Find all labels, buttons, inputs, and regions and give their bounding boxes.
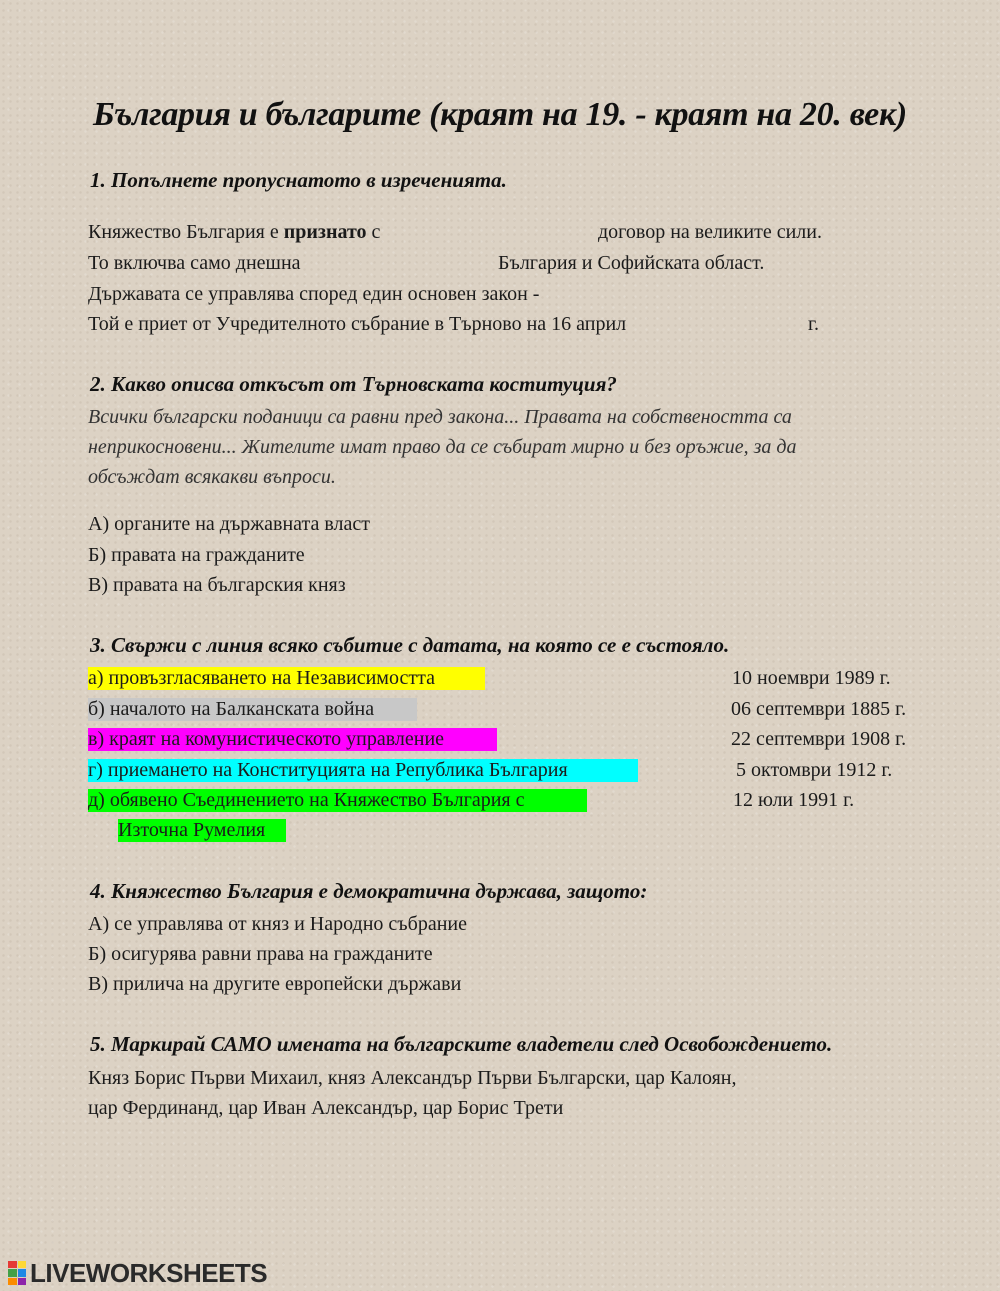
q1-line2-text-a: То включва само днешна	[88, 252, 301, 274]
q3-event-d[interactable]: г) приемането на Конституцията на Република България	[88, 759, 638, 782]
q1-line-1	[88, 221, 380, 244]
q1-line4-text-a: Той е приет от Учредителното събрание в Търново на 16 април	[88, 313, 627, 335]
q1-line1-text-c: договор на великите сили.	[598, 221, 822, 243]
q2-option-c[interactable]: В) правата на българския княз	[88, 574, 346, 596]
q3-date-4[interactable]: 5 октомври 1912 г.	[736, 759, 893, 781]
q5-names-line-2[interactable]: цар Фердинанд, цар Иван Александър, цар Борис Трети	[88, 1097, 564, 1119]
q1-line1-bold: признато	[283, 221, 367, 243]
q3-event-a[interactable]: а) провъзгласяването на Независимостта	[88, 667, 485, 690]
q1-line1-text-b: с	[366, 221, 381, 243]
question-1-heading: 1. Попълнете пропуснатото в изреченията.	[90, 168, 507, 192]
q5-names-line-1[interactable]: Княз Борис Първи Михаил, княз Александър Първи Български, цар Калоян,	[88, 1067, 737, 1089]
question-5-heading: 5. Маркирай САМО имената на българските владетели след Освобождението.	[90, 1032, 833, 1056]
q2-quote-line-1: Всички български поданици са равни пред закона... Правата на собствеността са	[88, 406, 792, 428]
q2-quote-line-2: неприкосновени... Жителите имат право да се събират мирно и без оръжие, за да	[88, 436, 797, 458]
q1-blank-3-input[interactable]	[610, 284, 870, 306]
q2-option-b[interactable]: Б) правата на гражданите	[88, 544, 305, 566]
q1-line1-text-a: Княжество България е	[88, 221, 284, 243]
question-4-heading: 4. Княжество България е демократична държава, защото:	[90, 879, 648, 903]
q3-date-5[interactable]: 12 юли 1991 г.	[733, 789, 855, 811]
question-2-heading: 2. Какво описва откъсът от Търновската коституция?	[90, 372, 617, 396]
q4-option-b[interactable]: Б) осигурява равни права на гражданите	[88, 943, 433, 965]
q3-event-e-continued[interactable]: Източна Румелия	[118, 819, 286, 842]
q3-date-1[interactable]: 10 ноември 1989 г.	[732, 667, 891, 689]
q3-date-2[interactable]: 06 септември 1885 г.	[731, 698, 907, 720]
liveworksheets-logo-icon	[8, 1261, 26, 1285]
q1-line2-text-b: България и Софийската област.	[498, 252, 765, 274]
question-3-heading: 3. Свържи с линия всяко събитие с датата, на която се е състояло.	[90, 633, 730, 657]
q4-option-c[interactable]: В) прилича на другите европейски държави	[88, 973, 462, 995]
q1-line4-text-b: г.	[808, 313, 819, 335]
q3-event-e[interactable]: д) обявено Съединението на Княжество България с	[88, 789, 587, 812]
liveworksheets-logo	[8, 1258, 267, 1288]
q2-option-a[interactable]: А) органите на държавната власт	[88, 513, 371, 535]
q3-event-b[interactable]: б) началото на Балканската война	[88, 698, 417, 721]
q1-blank-1-input[interactable]	[425, 222, 595, 244]
q1-line3-text: Държавата се управлява според един основен закон -	[88, 283, 540, 305]
q3-event-c[interactable]: в) краят на комунистическото управление	[88, 728, 497, 751]
q1-blank-2-input[interactable]	[335, 253, 495, 275]
q4-option-a[interactable]: А) се управлява от княз и Народно събрание	[88, 913, 467, 935]
page-title: България и българите (краят на 19. - краят на 20. век)	[93, 96, 907, 133]
q1-blank-4-input[interactable]	[708, 314, 804, 336]
liveworksheets-logo-text: LIVEWORKSHEETS	[30, 1257, 268, 1288]
q3-date-3[interactable]: 22 септември 1908 г.	[731, 728, 907, 750]
q2-quote-line-3: обсъждат всякакви въпроси.	[88, 466, 336, 488]
